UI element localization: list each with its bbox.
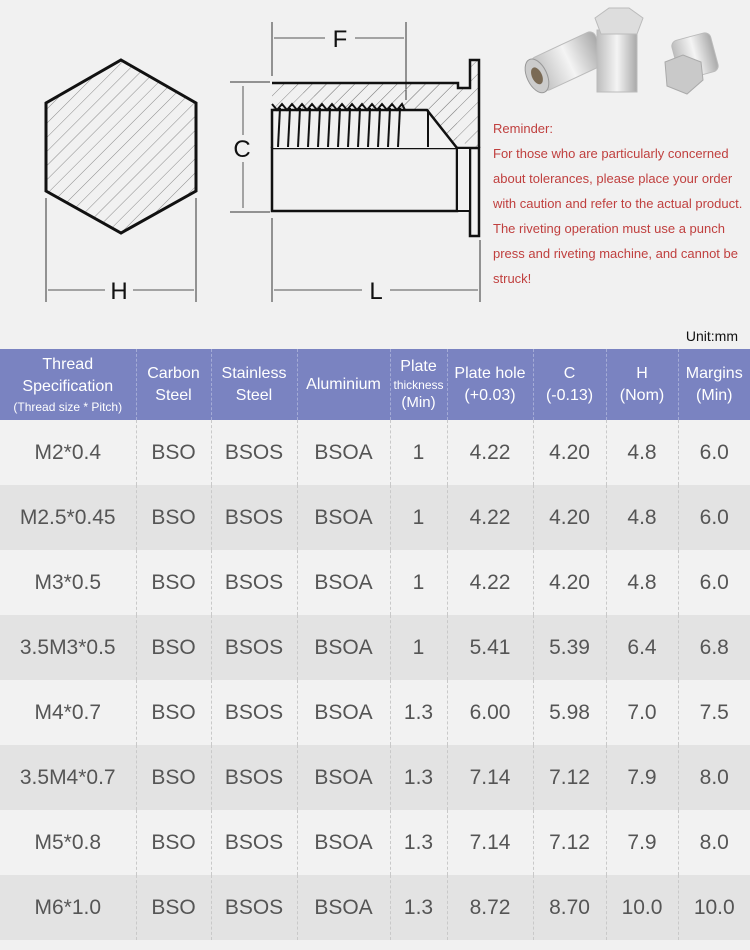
- cell-plate-thickness: 1.3: [390, 680, 447, 745]
- cell-stainless-steel: BSOS: [211, 485, 297, 550]
- table-row: [0, 680, 750, 745]
- product-photo-standoffs: [505, 0, 750, 115]
- cell-carbon-steel: BSO: [136, 745, 211, 810]
- cell-aluminium: BSOA: [297, 745, 390, 810]
- cell-h: 4.8: [606, 420, 678, 485]
- cell-stainless-steel: BSOS: [211, 420, 297, 485]
- cell-stainless-steel: BSOS: [211, 550, 297, 615]
- svg-text:L: L: [369, 278, 383, 305]
- header-h: H (Nom): [606, 349, 678, 420]
- header-margins: Margins (Min): [678, 349, 750, 420]
- table-row: [0, 875, 750, 940]
- table-row: [0, 615, 750, 680]
- cell-thread-spec: 3.5M4*0.7: [0, 745, 136, 810]
- table-row: [0, 485, 750, 550]
- cell-plate-hole: 8.72: [447, 875, 533, 940]
- cell-thread-spec: M2*0.4: [0, 420, 136, 485]
- side-section-view-icon: [230, 22, 480, 305]
- table-header-row: [0, 349, 750, 420]
- cell-c: 5.98: [533, 680, 606, 745]
- cell-aluminium: BSOA: [297, 810, 390, 875]
- cell-h: 7.9: [606, 745, 678, 810]
- cell-margins: 6.0: [678, 485, 750, 550]
- cell-c: 7.12: [533, 745, 606, 810]
- cell-c: 7.12: [533, 810, 606, 875]
- cell-carbon-steel: BSO: [136, 485, 211, 550]
- cell-plate-thickness: 1.3: [390, 875, 447, 940]
- cell-plate-thickness: 1: [390, 615, 447, 680]
- cell-c: 8.70: [533, 875, 606, 940]
- header-aluminium: Aluminium: [297, 349, 390, 420]
- product-diagram-section: [0, 0, 750, 344]
- cell-plate-thickness: 1: [390, 420, 447, 485]
- technical-drawing: [0, 0, 500, 320]
- cell-carbon-steel: BSO: [136, 680, 211, 745]
- specification-table: [0, 349, 750, 940]
- cell-stainless-steel: BSOS: [211, 875, 297, 940]
- cell-aluminium: BSOA: [297, 485, 390, 550]
- cell-plate-hole: 7.14: [447, 745, 533, 810]
- cell-c: 4.20: [533, 485, 606, 550]
- cell-c: 4.20: [533, 550, 606, 615]
- cell-plate-thickness: 1: [390, 550, 447, 615]
- header-thread-spec: Thread Specification (Thread size * Pitch): [0, 349, 136, 420]
- table-row: [0, 810, 750, 875]
- cell-margins: 8.0: [678, 810, 750, 875]
- cell-carbon-steel: BSO: [136, 420, 211, 485]
- cell-h: 7.9: [606, 810, 678, 875]
- header-stainless-steel: Stainless Steel: [211, 349, 297, 420]
- cell-plate-thickness: 1: [390, 485, 447, 550]
- cell-aluminium: BSOA: [297, 420, 390, 485]
- table-row: [0, 745, 750, 810]
- cell-plate-thickness: 1.3: [390, 810, 447, 875]
- cell-thread-spec: M6*1.0: [0, 875, 136, 940]
- cell-plate-hole: 4.22: [447, 485, 533, 550]
- cell-h: 10.0: [606, 875, 678, 940]
- cell-aluminium: BSOA: [297, 550, 390, 615]
- cell-stainless-steel: BSOS: [211, 745, 297, 810]
- cell-thread-spec: M2.5*0.45: [0, 485, 136, 550]
- cell-plate-hole: 5.41: [447, 615, 533, 680]
- cell-plate-thickness: 1.3: [390, 745, 447, 810]
- header-c: C (-0.13): [533, 349, 606, 420]
- cell-margins: 6.8: [678, 615, 750, 680]
- cell-stainless-steel: BSOS: [211, 810, 297, 875]
- cell-carbon-steel: BSO: [136, 615, 211, 680]
- cell-stainless-steel: BSOS: [211, 680, 297, 745]
- reminder-title: Reminder:: [493, 121, 553, 136]
- cell-h: 7.0: [606, 680, 678, 745]
- cell-aluminium: BSOA: [297, 615, 390, 680]
- svg-text:F: F: [332, 26, 348, 53]
- hexagon-end-view-icon: [46, 60, 196, 305]
- svg-text:C: C: [233, 136, 251, 163]
- cell-c: 4.20: [533, 420, 606, 485]
- cell-h: 6.4: [606, 615, 678, 680]
- cell-margins: 10.0: [678, 875, 750, 940]
- cell-stainless-steel: BSOS: [211, 615, 297, 680]
- svg-text:H: H: [110, 278, 128, 305]
- cell-aluminium: BSOA: [297, 875, 390, 940]
- cell-thread-spec: 3.5M3*0.5: [0, 615, 136, 680]
- table-row: [0, 420, 750, 485]
- cell-margins: 6.0: [678, 550, 750, 615]
- cell-thread-spec: M3*0.5: [0, 550, 136, 615]
- reminder-note: [493, 116, 750, 291]
- reminder-tolerance-text: For those who are particularly concerned about tolerances, please place your order with caution and refer to the actual product.: [493, 146, 743, 211]
- cell-carbon-steel: BSO: [136, 810, 211, 875]
- cell-carbon-steel: BSO: [136, 875, 211, 940]
- cell-plate-hole: 7.14: [447, 810, 533, 875]
- cell-carbon-steel: BSO: [136, 550, 211, 615]
- cell-aluminium: BSOA: [297, 680, 390, 745]
- cell-plate-hole: 4.22: [447, 550, 533, 615]
- unit-label: Unit:mm: [685, 328, 738, 344]
- cell-plate-hole: 6.00: [447, 680, 533, 745]
- cell-plate-hole: 4.22: [447, 420, 533, 485]
- header-plate-thickness: Plate thickness (Min): [390, 349, 447, 420]
- cell-thread-spec: M5*0.8: [0, 810, 136, 875]
- cell-h: 4.8: [606, 550, 678, 615]
- cell-thread-spec: M4*0.7: [0, 680, 136, 745]
- cell-margins: 8.0: [678, 745, 750, 810]
- table-row: [0, 550, 750, 615]
- reminder-riveting-text: The riveting operation must use a punch press and riveting machine, and cannot be struck!: [493, 221, 738, 286]
- header-plate-hole: Plate hole (+0.03): [447, 349, 533, 420]
- cell-h: 4.8: [606, 485, 678, 550]
- cell-margins: 6.0: [678, 420, 750, 485]
- header-carbon-steel: Carbon Steel: [136, 349, 211, 420]
- cell-c: 5.39: [533, 615, 606, 680]
- cell-margins: 7.5: [678, 680, 750, 745]
